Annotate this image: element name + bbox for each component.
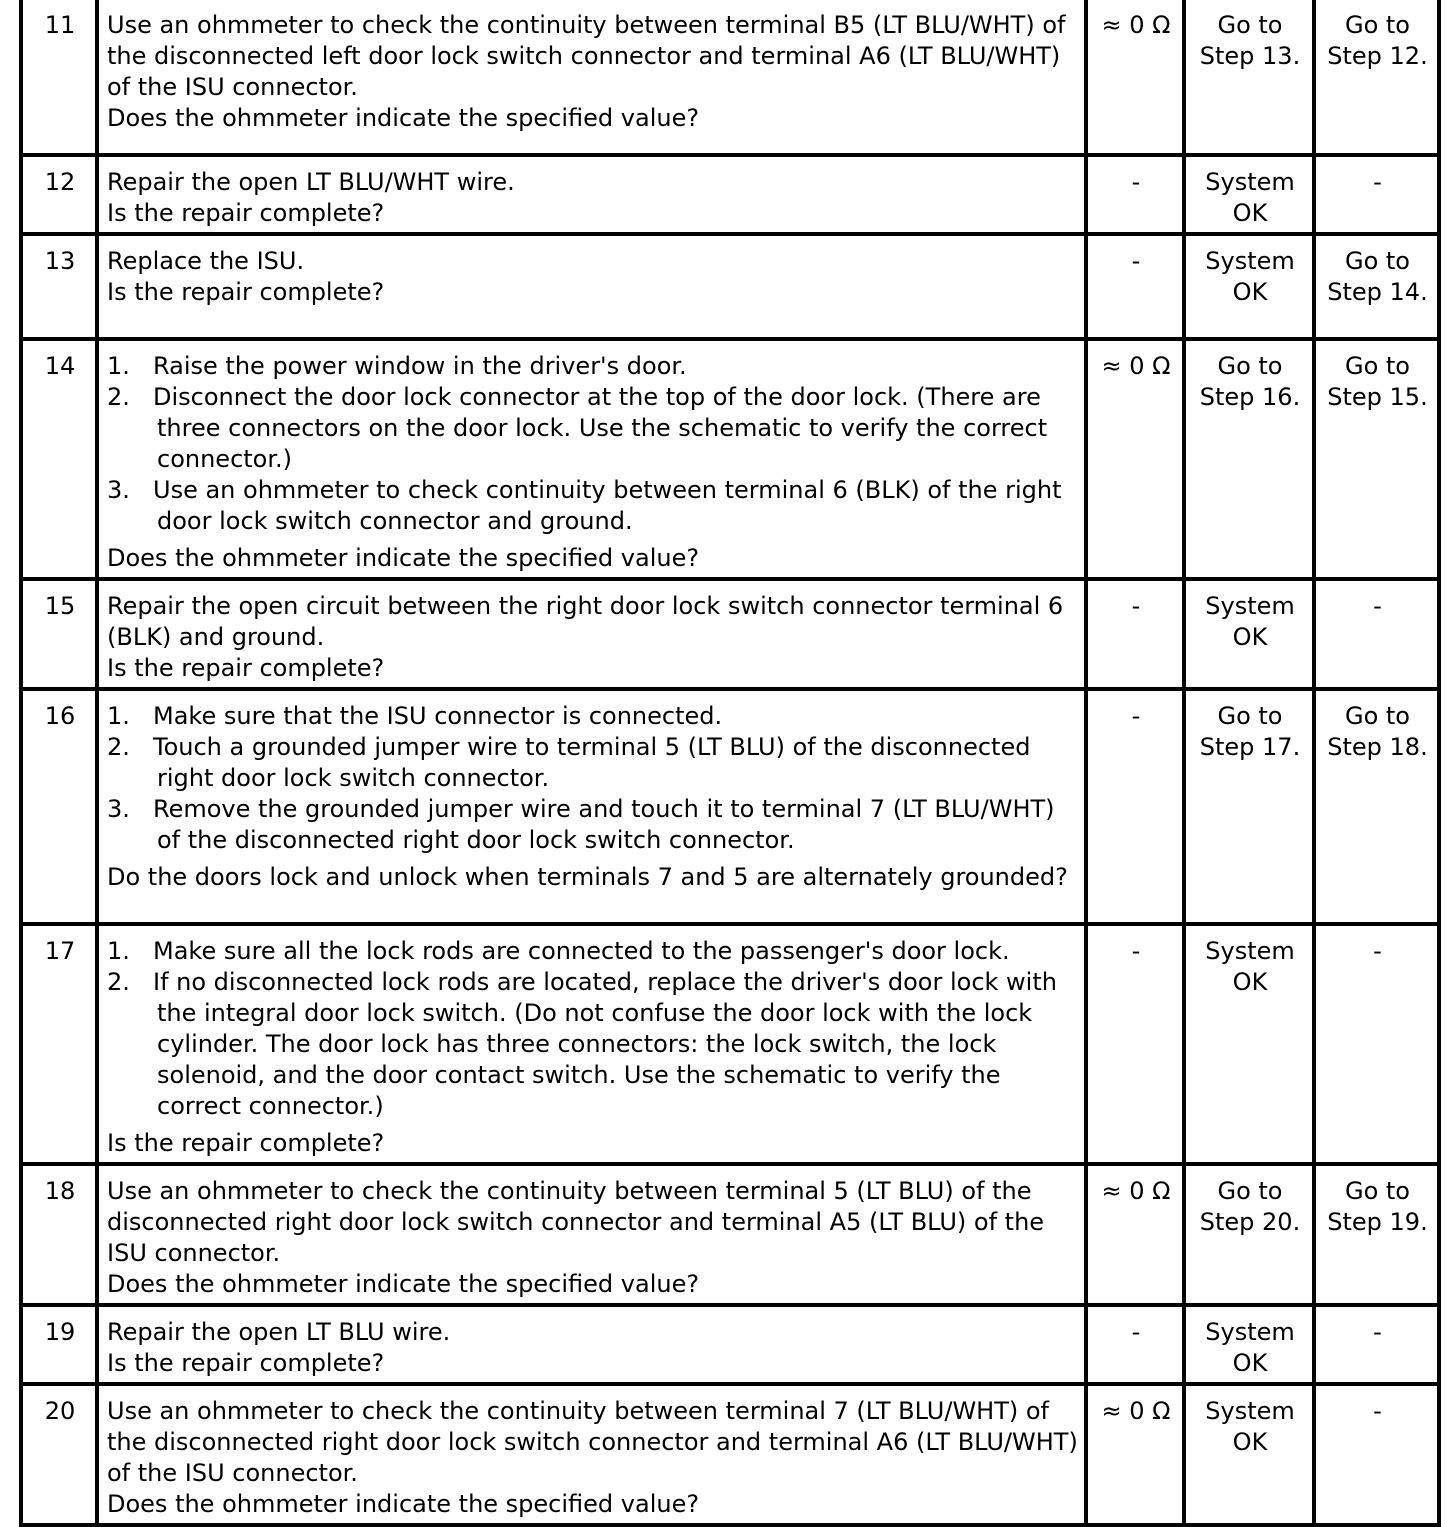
- action-cell: [97, 339, 1086, 579]
- yes-cell: System OK: [1184, 924, 1314, 1164]
- action-cell: [97, 579, 1086, 689]
- table-row: [21, 155, 1439, 234]
- question-text: Does the ohmmeter indicate the specified value?: [107, 104, 700, 132]
- table-row: [21, 1164, 1439, 1305]
- no-cell: Go to Step 14.: [1314, 234, 1439, 339]
- no-cell: -: [1314, 1305, 1439, 1384]
- step-number: 20: [21, 1384, 97, 1525]
- yes-cell: Go to Step 16.: [1184, 339, 1314, 579]
- action-text: Repair the open LT BLU/WHT wire.: [107, 168, 515, 196]
- action-text: Use an ohmmeter to check the continuity between terminal B5 (LT BLU/WHT) of the disconnected left door lock switch connector and terminal A6 (LT BLU/WHT) of the ISU connector.: [107, 11, 1066, 101]
- table-row: [21, 1384, 1439, 1525]
- action-text: Use an ohmmeter to check the continuity between terminal 7 (LT BLU/WHT) of the disconnected right door lock switch connector and terminal A6 (LT BLU/WHT) of the ISU connector.: [107, 1397, 1078, 1487]
- action-text: Repair the open circuit between the right door lock switch connector terminal 6 (BLK) and ground.: [107, 592, 1064, 651]
- value-cell: ≈ 0 Ω: [1086, 339, 1184, 579]
- no-cell: -: [1314, 579, 1439, 689]
- action-cell: [97, 1164, 1086, 1305]
- yes-cell: Go to Step 20.: [1184, 1164, 1314, 1305]
- step-number: 17: [21, 924, 97, 1164]
- yes-cell: System OK: [1184, 155, 1314, 234]
- table-row: [21, 0, 1439, 155]
- step-number: 13: [21, 234, 97, 339]
- yes-cell: System OK: [1184, 1384, 1314, 1525]
- value-cell: ≈ 0 Ω: [1086, 1384, 1184, 1525]
- table-row: [21, 689, 1439, 924]
- no-cell: Go to Step 12.: [1314, 0, 1439, 155]
- step-number: 19: [21, 1305, 97, 1384]
- list-item: 1. Make sure all the lock rods are connected to the passenger's door lock.: [107, 937, 1010, 965]
- action-cell: [97, 155, 1086, 234]
- substep-list: [107, 351, 1078, 537]
- table-row: [21, 924, 1439, 1164]
- action-cell: [97, 0, 1086, 155]
- question-text: Does the ohmmeter indicate the specified value?: [107, 544, 700, 572]
- question-text: Is the repair complete?: [107, 654, 385, 682]
- list-item: 3. Use an ohmmeter to check continuity between terminal 6 (BLK) of the right door lock switch connector and ground.: [107, 476, 1062, 535]
- question-text: Does the ohmmeter indicate the specified value?: [107, 1490, 700, 1518]
- yes-cell: System OK: [1184, 234, 1314, 339]
- list-item: 1. Make sure that the ISU connector is connected.: [107, 702, 723, 730]
- step-number: 14: [21, 339, 97, 579]
- action-text: Replace the ISU.: [107, 247, 305, 275]
- list-item: 1. Raise the power window in the driver's door.: [107, 352, 687, 380]
- value-cell: ≈ 0 Ω: [1086, 1164, 1184, 1305]
- no-cell: -: [1314, 1384, 1439, 1525]
- question-text: Do the doors lock and unlock when terminals 7 and 5 are alternately grounded?: [107, 863, 1068, 891]
- step-number: 11: [21, 0, 97, 155]
- action-cell: [97, 689, 1086, 924]
- no-cell: Go to Step 19.: [1314, 1164, 1439, 1305]
- diagnostic-page: [19, 0, 1437, 1527]
- action-text: Use an ohmmeter to check the continuity between terminal 5 (LT BLU) of the disconnected right door lock switch connector and terminal A5 (LT BLU) of the ISU connector.: [107, 1177, 1045, 1267]
- action-cell: [97, 234, 1086, 339]
- substep-list: [107, 701, 1078, 856]
- substep-list: [107, 936, 1078, 1122]
- value-cell: -: [1086, 689, 1184, 924]
- action-cell: [97, 924, 1086, 1164]
- value-cell: -: [1086, 234, 1184, 339]
- yes-cell: System OK: [1184, 579, 1314, 689]
- table-row: [21, 579, 1439, 689]
- step-number: 16: [21, 689, 97, 924]
- step-number: 12: [21, 155, 97, 234]
- question-text: Is the repair complete?: [107, 199, 385, 227]
- question-text: Is the repair complete?: [107, 1129, 385, 1157]
- value-cell: -: [1086, 1305, 1184, 1384]
- no-cell: -: [1314, 924, 1439, 1164]
- action-cell: [97, 1305, 1086, 1384]
- action-text: Repair the open LT BLU wire.: [107, 1318, 451, 1346]
- no-cell: Go to Step 18.: [1314, 689, 1439, 924]
- list-item: 2. If no disconnected lock rods are located, replace the driver's door lock with the integral door lock switch. (Do not confuse the door lock with the lock cylinder. The door lock has three connectors: the lock switch, the lock solenoid, and the door contact switch. Use the schematic to verify the correct connector.): [107, 968, 1057, 1120]
- diagnostic-table: [19, 0, 1441, 1527]
- value-cell: -: [1086, 579, 1184, 689]
- action-cell: [97, 1384, 1086, 1525]
- yes-cell: System OK: [1184, 1305, 1314, 1384]
- value-cell: -: [1086, 924, 1184, 1164]
- yes-cell: Go to Step 17.: [1184, 689, 1314, 924]
- list-item: 2. Touch a grounded jumper wire to terminal 5 (LT BLU) of the disconnected right door lock switch connector.: [107, 733, 1031, 792]
- question-text: Is the repair complete?: [107, 1349, 385, 1377]
- question-text: Is the repair complete?: [107, 278, 385, 306]
- list-item: 2. Disconnect the door lock connector at the top of the door lock. (There are three connectors on the door lock. Use the schematic to verify the correct connector.): [107, 383, 1048, 473]
- no-cell: -: [1314, 155, 1439, 234]
- question-text: Does the ohmmeter indicate the specified value?: [107, 1270, 700, 1298]
- value-cell: ≈ 0 Ω: [1086, 0, 1184, 155]
- table-row: [21, 339, 1439, 579]
- list-item: 3. Remove the grounded jumper wire and touch it to terminal 7 (LT BLU/WHT) of the disconnected right door lock switch connector.: [107, 795, 1055, 854]
- step-number: 15: [21, 579, 97, 689]
- step-number: 18: [21, 1164, 97, 1305]
- no-cell: Go to Step 15.: [1314, 339, 1439, 579]
- value-cell: -: [1086, 155, 1184, 234]
- yes-cell: Go to Step 13.: [1184, 0, 1314, 155]
- table-row: [21, 1305, 1439, 1384]
- table-row: [21, 234, 1439, 339]
